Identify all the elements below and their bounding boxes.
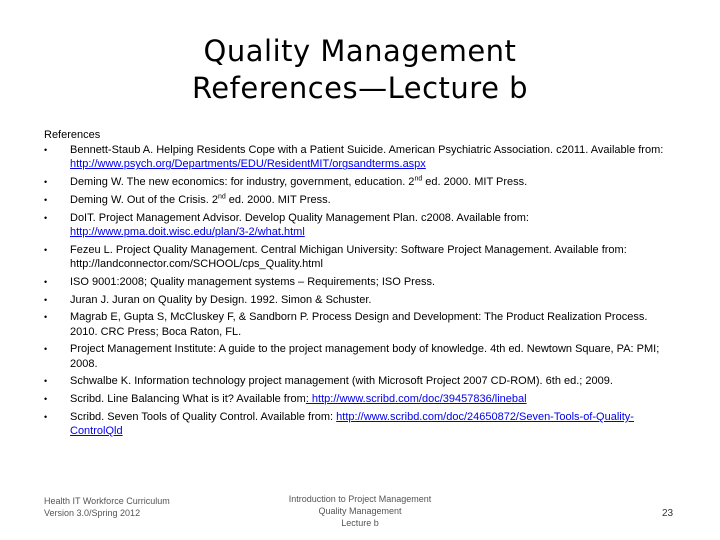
footer-left-line-1: Health IT Workforce Curriculum: [44, 496, 170, 506]
reference-item: [44, 342, 674, 370]
references-section: [44, 128, 674, 442]
reference-item: [44, 310, 674, 338]
reference-link[interactable]: : http://www.scribd.com/doc/39457836/linebal: [305, 393, 527, 406]
bullet-icon: •: [44, 394, 48, 405]
reference-item: [44, 410, 674, 438]
reference-item: [44, 243, 674, 271]
reference-text: Schwalbe K. Information technology project management (with Microsoft Project 2007 CD-ROM). 6th ed.; 2009.: [70, 375, 613, 388]
reference-item: [44, 211, 674, 239]
reference-text: Bennett-Staub A. Helping Residents Cope with a Patient Suicide. American Psychiatric Association. c2011. Available from:: [70, 144, 664, 157]
bullet-icon: •: [44, 244, 48, 255]
footer-center-line-1: Introduction to Project Management: [288, 494, 432, 504]
reference-item: [44, 275, 674, 289]
reference-item: [44, 143, 674, 171]
references-list: [44, 143, 674, 438]
reference-item: [44, 175, 674, 189]
reference-link[interactable]: http://www.scribd.com/doc/24650872/Seven-Tools-of-Quality-ControlQld: [70, 410, 634, 438]
reference-text-end: ed. 2000. MIT Press.: [422, 176, 528, 189]
bullet-icon: •: [44, 312, 48, 323]
reference-text: Deming W. Out of the Crisis. 2: [70, 194, 218, 206]
reference-item: [44, 392, 674, 406]
bullet-icon: •: [44, 411, 48, 422]
page-number: 23: [662, 508, 674, 519]
title-line-2: References—Lecture b: [191, 71, 529, 105]
reference-text: Juran J. Juran on Quality by Design. 1992. Simon & Schuster.: [70, 293, 372, 306]
slide-title: [0, 33, 720, 107]
footer-center-line-3: Lecture b: [341, 518, 379, 528]
reference-text: DoIT. Project Management Advisor. Develop Quality Management Plan. c2008. Available from:: [70, 211, 529, 224]
reference-text: Magrab E, Gupta S, McCluskey F, & Sandborn P. Process Design and Development: The Product Realization Process. 2010. CRC Press; Boca Raton, FL.: [70, 311, 648, 338]
superscript: nd: [414, 175, 423, 183]
bullet-icon: •: [44, 145, 48, 156]
footer-center-line-2: Quality Management: [318, 506, 402, 516]
reference-item: [44, 193, 674, 207]
footer-curriculum: [44, 495, 170, 519]
bullet-icon: •: [44, 177, 48, 188]
footer-left-line-2: Version 3.0/Spring 2012: [44, 508, 141, 518]
reference-text-end: ed. 2000. MIT Press.: [225, 194, 331, 206]
bullet-icon: •: [44, 276, 48, 287]
references-heading: References: [44, 129, 101, 141]
bullet-icon: •: [44, 376, 48, 387]
reference-text: Deming W. The new economics: for industry, government, education. 2: [70, 176, 415, 189]
bullet-icon: •: [44, 344, 48, 355]
reference-text: Project Management Institute: A guide to the project management body of knowledge. 4th ed. Newtown Square, PA: PMI; 2008.: [70, 343, 660, 370]
reference-text: ISO 9001:2008; Quality management systems – Requirements; ISO Press.: [70, 275, 436, 288]
reference-text: Scribd. Seven Tools of Quality Control. Available from:: [70, 410, 337, 423]
superscript: nd: [217, 193, 226, 201]
reference-item: [44, 293, 674, 307]
footer-course: [260, 493, 460, 529]
reference-link[interactable]: http://www.psych.org/Departments/EDU/ResidentMIT/orgsandterms.aspx: [70, 158, 426, 171]
reference-link[interactable]: http://www.pma.doit.wisc.edu/plan/3-2/what.html: [70, 226, 305, 238]
title-line-1: Quality Management: [203, 34, 517, 68]
reference-item: [44, 374, 674, 388]
reference-text: Scribd. Line Balancing What is it? Available from: [70, 393, 306, 406]
bullet-icon: •: [44, 294, 48, 305]
bullet-icon: •: [44, 212, 48, 223]
bullet-icon: •: [44, 195, 48, 205]
reference-text: Fezeu L. Project Quality Management. Central Michigan University: Software Project Management. Available from: http://landconnector.com/SCHOOL/cps_Quality.html: [70, 243, 627, 270]
